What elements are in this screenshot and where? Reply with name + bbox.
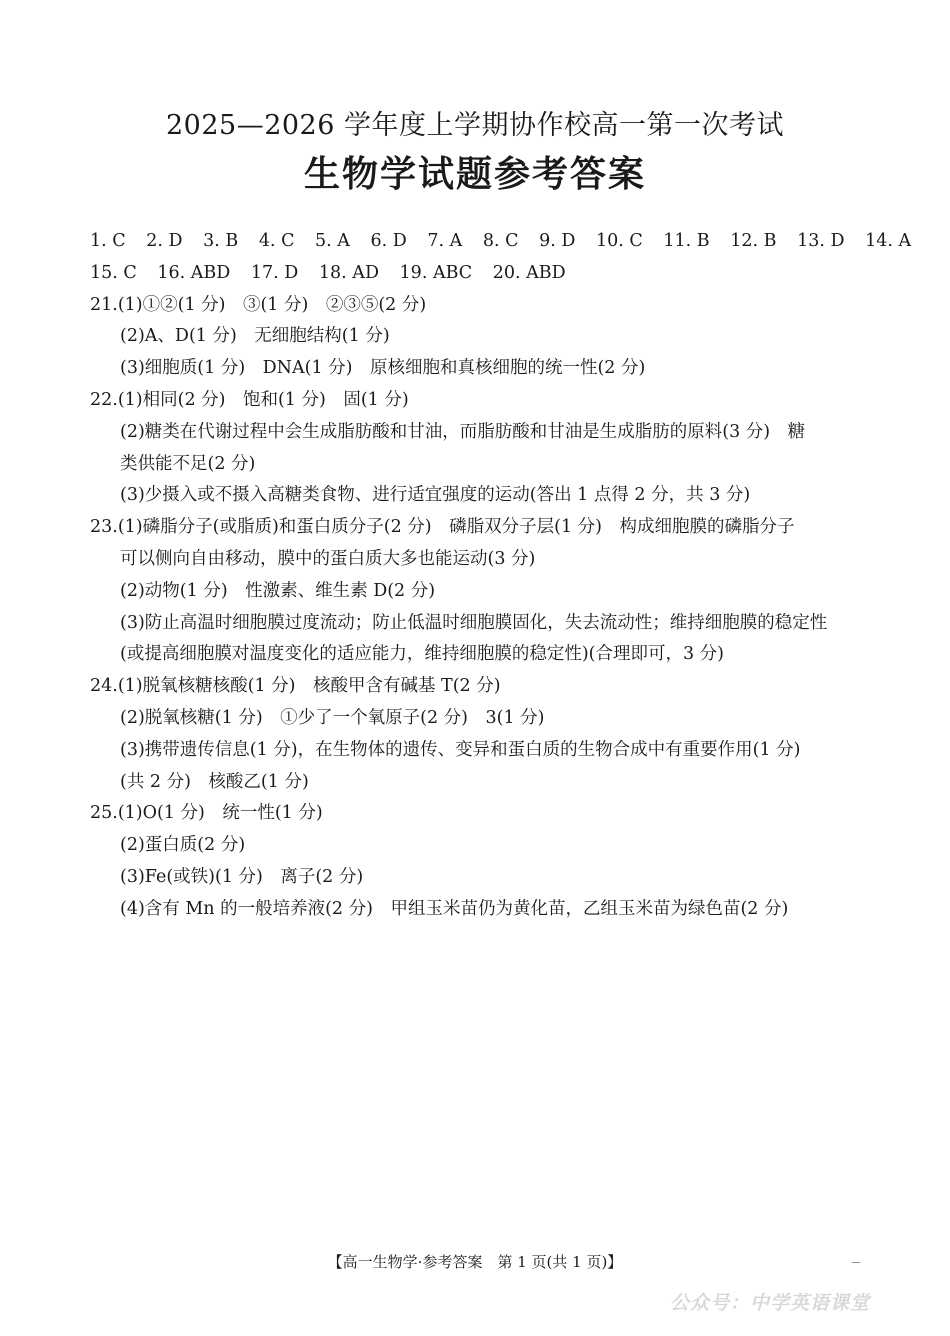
mc-answers-row-2 [90,258,865,290]
answer-23-part-1-cont: 可以侧向自由移动，膜中的蛋白质大多也能运动(3 分) [120,548,536,569]
answer-22-part-2-cont: 类供能不足(2 分) [120,453,256,474]
mc-answer: 12. B [730,231,777,251]
answer-list [90,226,912,926]
answer-23-part-2: (2)动物(1 分) 性激素、维生素 D(2 分) [120,580,436,601]
mc-answers-row-1 [90,226,912,258]
corner-mark [852,1262,860,1263]
mc-answer: 20. ABD [492,262,566,283]
mc-answer: 9. D [539,231,576,251]
mc-answer: 8. C [482,231,519,251]
mc-answer: 19. ABC [399,262,473,283]
mc-answer: 11. B [663,231,710,251]
mc-answer: 13. D [797,231,845,251]
mc-answer: 16. ABD [157,262,231,283]
answer-21-part-2: (2)A、D(1 分) 无细胞结构(1 分) [120,326,390,347]
answer-22-part-1: 22.(1)相同(2 分) 饱和(1 分) 固(1 分) [90,389,409,410]
mc-answer: 6. D [370,231,407,251]
mc-answer: 15. C [90,262,137,283]
answer-24-part-1: 24.(1)脱氧核糖核酸(1 分) 核酸甲含有碱基 T(2 分) [90,676,501,697]
mc-answer: 17. D [250,262,299,283]
mc-answer: 1. C [90,231,126,251]
mc-answer: 7. A [427,231,463,251]
answer-25-part-2: (2)蛋白质(2 分) [120,835,246,856]
answer-23-part-1: 23.(1)磷脂分子(或脂质)和蛋白质分子(2 分) 磷脂双分子层(1 分) 构成细胞膜的磷脂分子 [90,517,795,538]
page-title: 2025—2026 学年度上学期协作校高一第一次考试 [165,110,784,141]
watermark: 公众号：中学英语课堂 [669,1292,870,1314]
answer-22-part-3: (3)少摄入或不摄入高糖类食物、进行适宜强度的运动(答出 1 点得 2 分，共 3 分) [120,485,751,506]
answer-23-part-3: (3)防止高温时细胞膜过度流动；防止低温时细胞膜固化，失去流动性；维持细胞膜的稳定性 [120,612,828,633]
answer-21-part-3: (3)细胞质(1 分) DNA(1 分) 原核细胞和真核细胞的统一性(2 分) [120,358,646,379]
mc-answer: 10. C [596,231,643,251]
mc-answer: 4. C [258,231,295,251]
answer-23-part-3-cont: (或提高细胞膜对温度变化的适应能力，维持细胞膜的稳定性)(合理即可，3 分) [120,644,725,665]
answer-25-part-4: (4)含有 Mn 的一般培养液(2 分) 甲组玉米苗仍为黄化苗，乙组玉米苗为绿色苗(2 分) [120,898,789,919]
mc-answer: 5. A [315,231,350,251]
mc-answer: 3. B [203,231,239,251]
answer-25-part-3: (3)Fe(或铁)(1 分) 离子(2 分) [120,866,364,887]
answer-22-part-2: (2)糖类在代谢过程中会生成脂肪酸和甘油，而脂肪酸和甘油是生成脂肪的原料(3 分) 糖 [120,421,806,442]
mc-answer: 14. A [865,231,912,251]
mc-answer: 18. AD [318,262,379,283]
page-footer: 【高一生物学·参考答案 第 1 页(共 1 页)】 [327,1253,623,1271]
answer-24-part-3-cont: (共 2 分) 核酸乙(1 分) [120,771,309,792]
answer-24-part-2: (2)脱氧核糖(1 分) ①少了一个氧原子(2 分) 3(1 分) [120,707,545,728]
mc-answer: 2. D [146,231,183,251]
answer-21-part-1: 21.(1)①②(1 分) ③(1 分) ②③⑤(2 分) [90,294,427,315]
answer-24-part-3: (3)携带遗传信息(1 分)，在生物体的遗传、变异和蛋白质的生物合成中有重要作用(1 分) [120,739,801,760]
answer-25-part-1: 25.(1)O(1 分) 统一性(1 分) [90,803,323,824]
page-subtitle: 生物学试题参考答案 [303,154,646,195]
